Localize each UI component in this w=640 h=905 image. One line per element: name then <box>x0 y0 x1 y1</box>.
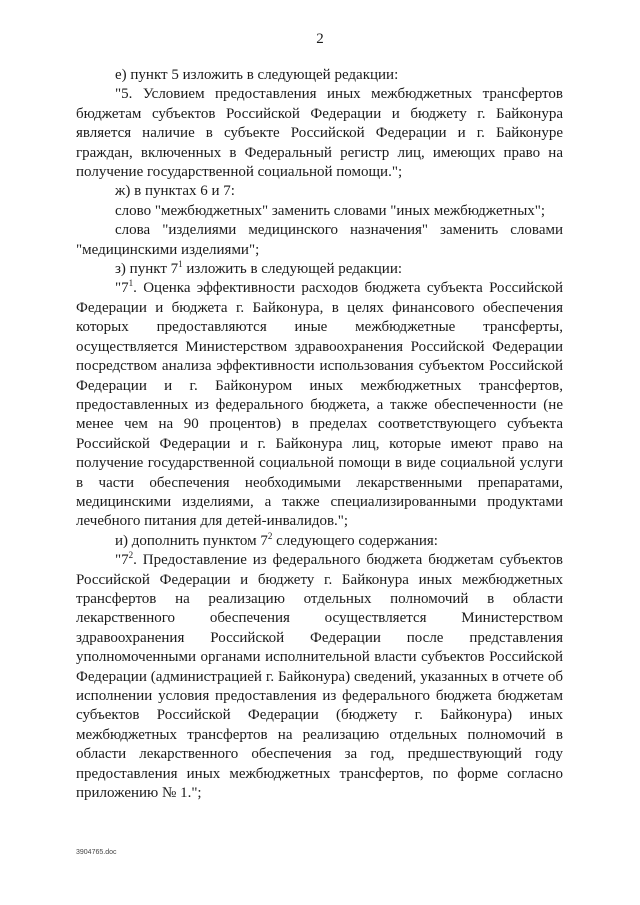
text-run: . Предоставление из федерального бюджета бюджетам субъектов Российской Федерации и бюджету г. Байконура иных межбюджетных трансфертов на реализацию отдельных полномочий в области лекарственного обеспечения осуществляется Министерством здравоохранения Российской Федерации после представления уполномоченными органами исполнительной власти субъектов Российской Федерации (администрацией г. Байконура) сведений, указанных в отчете об исполнении условия предоставления из федерального бюджета бюджетам субъектов Российской Федерации (бюджету г. Байконура) иных межбюджетных трансфертов на реализацию отдельных полномочий в области лекарственного обеспечения за год, предшествующий году предоставления иных межбюджетных трансфертов, по форме согласно приложению № 1."; <box>76 552 563 802</box>
paragraph-item-7-2-text <box>76 551 563 803</box>
text-run: "7 <box>115 280 129 297</box>
text-run: . Оценка эффективности расходов бюджета субъекта Российской Федерации и бюджета г. Байконура, в целях финансового обеспечения которых предоставляются иные межбюджетные трансферты, осуществляется Министерством здравоохранения Российской Федерации посредством анализа эффективности использования субъектом Российской Федерации и г. Байконуром иных межбюджетных трансфертов, предоставленных из федерального бюджета, а также обеспеченности (не менее чем на 90 процентов) в пределах соответствующего субъекта Российской Федерации и г. Байконура лиц, которые имеют право на получение государственной социальной помощи в виде социальной услуги в части обеспечения необходимыми лекарственными препаратами, медицинскими изделиями, а также специализированными продуктами лечебного питания для детей-инвалидов."; <box>76 280 563 530</box>
superscript: 1 <box>128 278 134 289</box>
document-code: 3904765.doc <box>76 849 117 856</box>
document-body <box>76 66 563 803</box>
paragraph-item-zh: ж) в пунктах 6 и 7: <box>115 183 235 200</box>
paragraph-item-i <box>76 532 563 551</box>
superscript: 2 <box>128 550 134 561</box>
paragraph-item-5-text: "5. Условием предоставления иных межбюджетных трансфертов бюджетам субъектов Российской Федерации и бюджету г. Байконура является наличие в субъекте Российской Федерации и г. Байконуре граждан, включенных в Федеральный регистр лиц, имеющих право на получение государственной социальной помощи."; <box>76 86 563 181</box>
page-number: 2 <box>316 31 324 47</box>
paragraph-item-e: е) пункт 5 изложить в следующей редакции: <box>115 67 399 83</box>
text-run: изложить в следующей редакции: <box>182 261 403 278</box>
superscript: 2 <box>267 530 273 541</box>
text-run: з) пункт 7 <box>115 261 179 278</box>
superscript: 1 <box>178 259 183 270</box>
paragraph-replace-words: слова "изделиями медицинского назначения" заменить словами "медицинскими изделиями"; <box>76 222 563 258</box>
text-run: и) дополнить пунктом 7 <box>115 532 268 549</box>
text-run: следующего содержания: <box>272 532 438 549</box>
paragraph-item-7-1-text <box>76 279 563 531</box>
paragraph-item-z <box>76 260 563 279</box>
paragraph-replace-word: слово "межбюджетных" заменить словами "иных межбюджетных"; <box>115 202 546 219</box>
text-run: "7 <box>115 552 129 569</box>
